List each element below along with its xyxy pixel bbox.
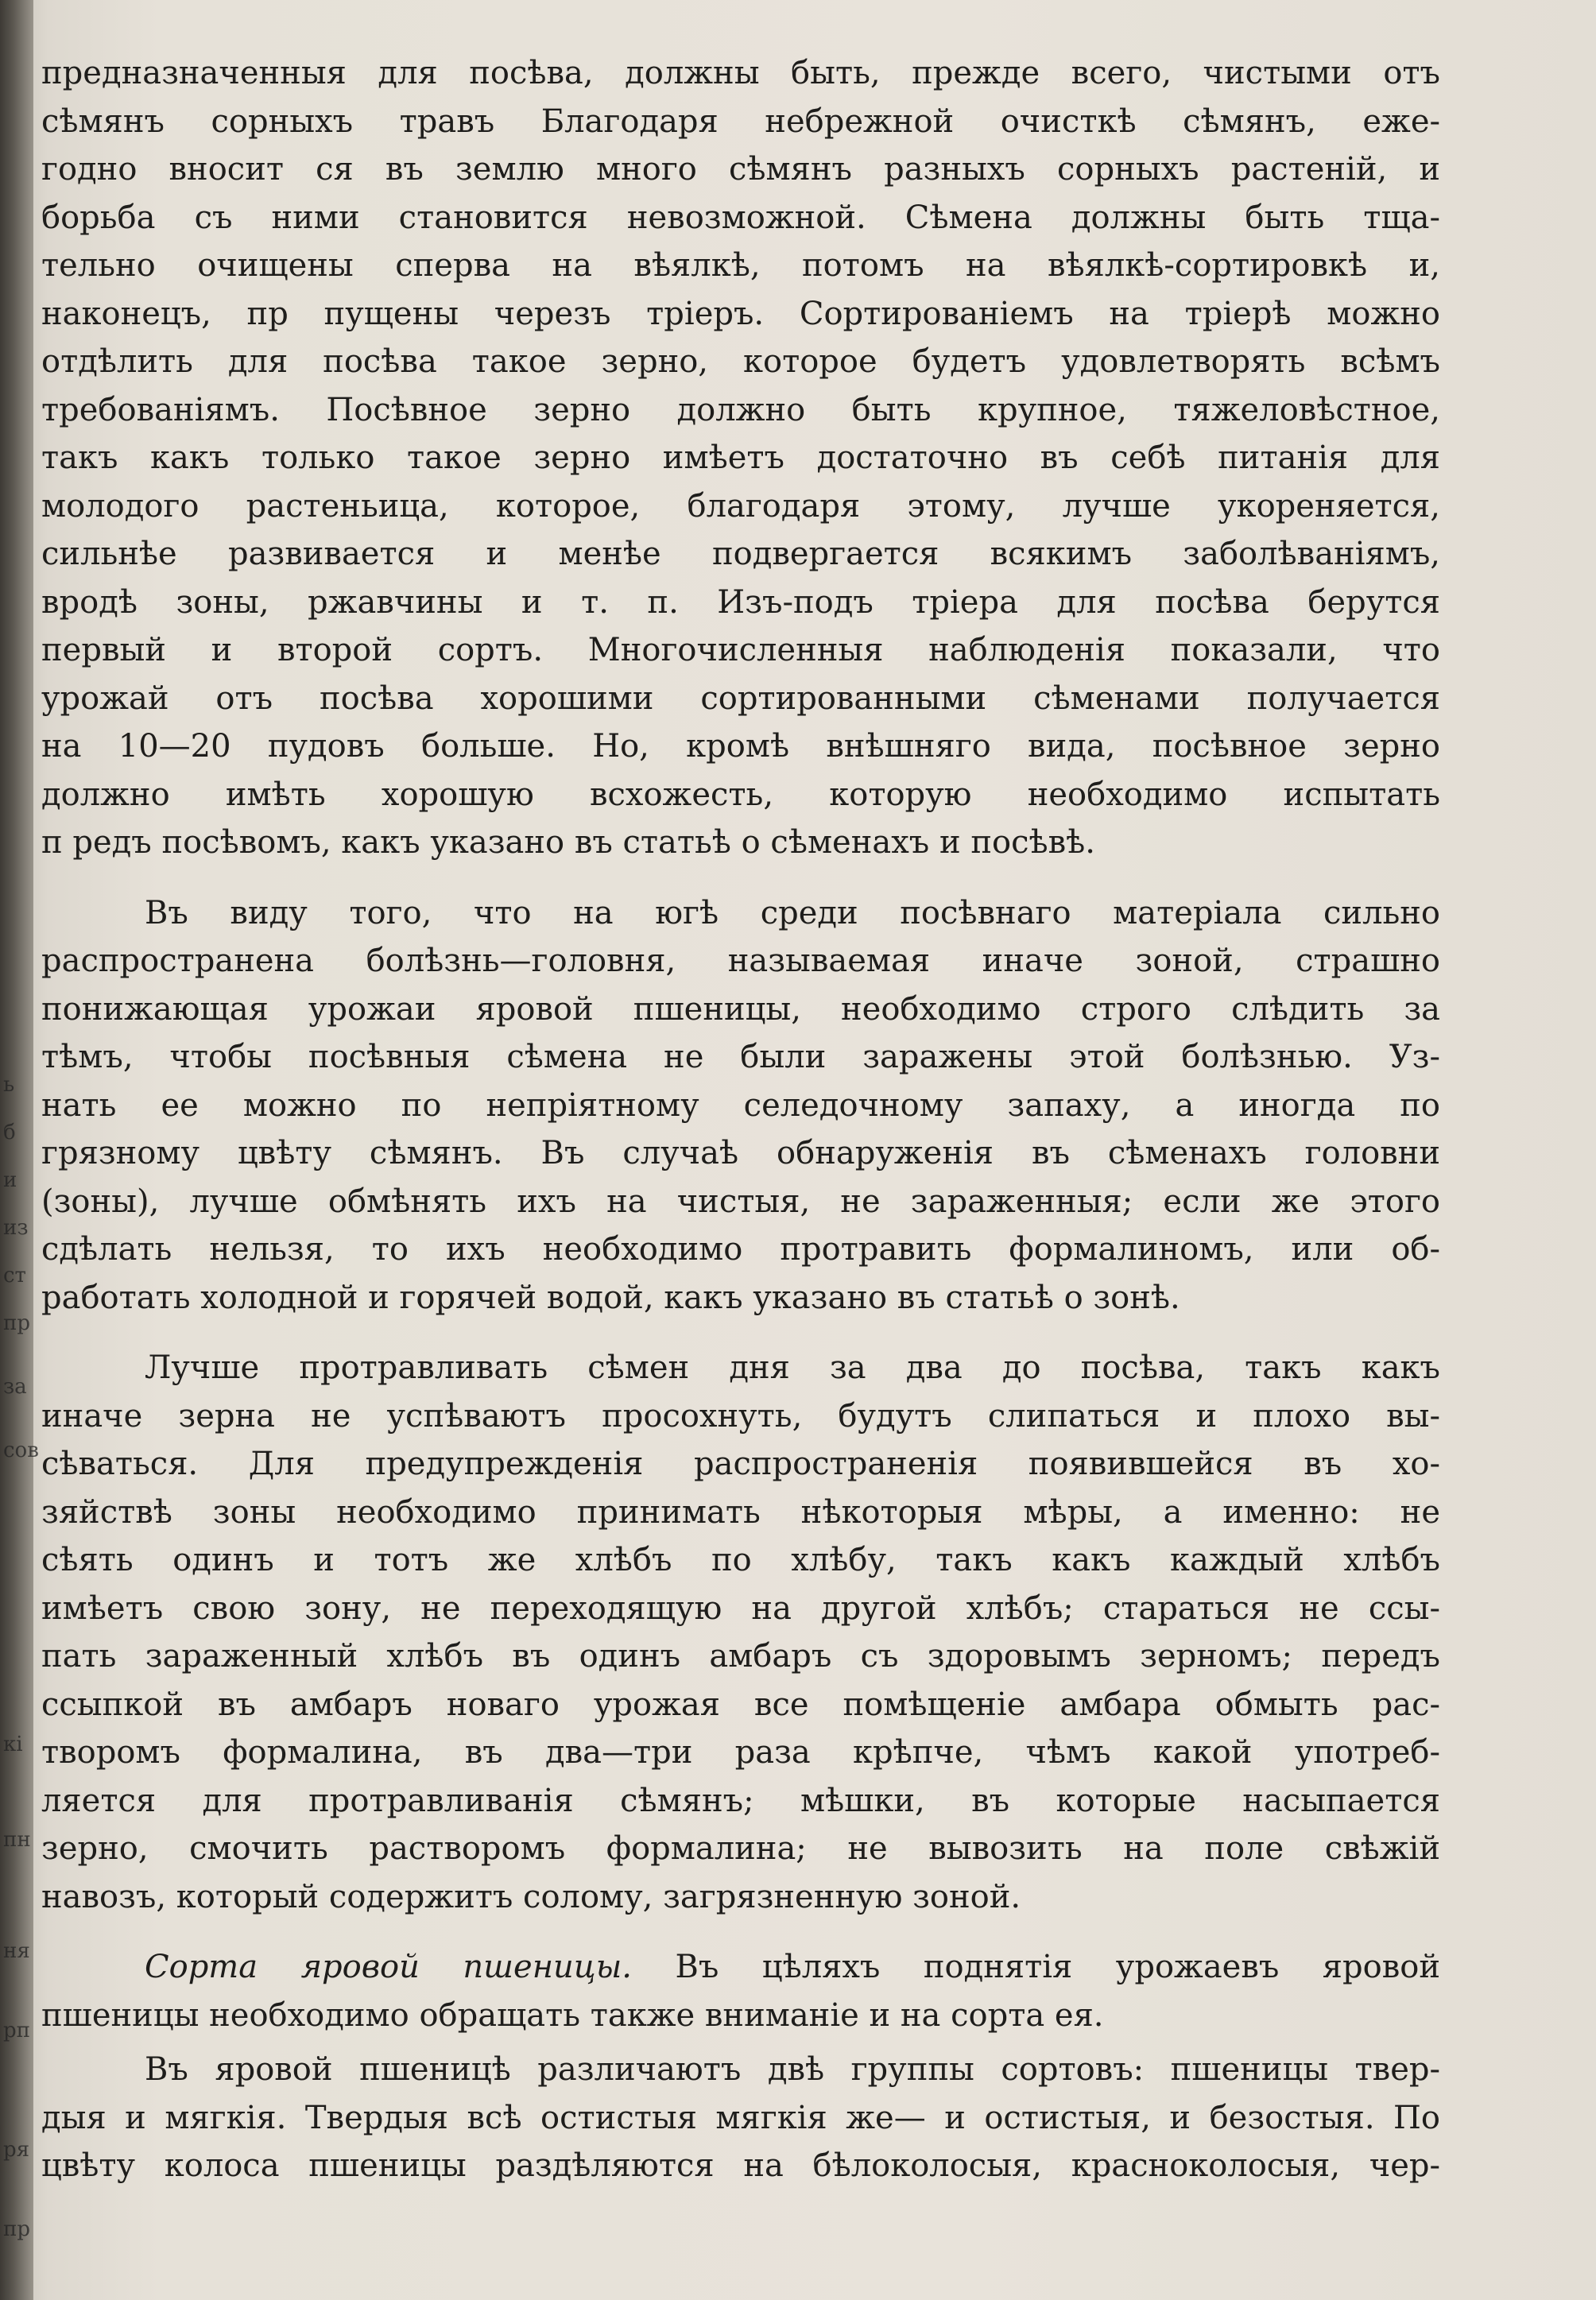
text-line: цвѣту колоса пшеницы раздѣляются на бѣлоколосыя, красноколосыя, чер- bbox=[41, 2147, 1440, 2184]
margin-fragment: пр bbox=[3, 2217, 30, 2241]
body-text bbox=[41, 49, 1440, 2190]
margin-fragment: кі bbox=[3, 1733, 23, 1756]
text-line: должно имѣть хорошую всхожесть, которую необходимо испытать bbox=[41, 776, 1440, 813]
text-line: тельно очищены сперва на вѣялкѣ, потомъ на вѣялкѣ-сортировкѣ и, bbox=[41, 247, 1440, 284]
text-line: сѣваться. Для предупрежденія распространенія появившейся въ хо- bbox=[41, 1446, 1440, 1482]
text-line: ссыпкой въ амбаръ новаго урожая все помѣщеніе амбара обмыть рас- bbox=[41, 1686, 1440, 1723]
text-line: работать холодной и горячей водой, какъ указано въ статьѣ о зонѣ. bbox=[41, 1279, 1180, 1316]
text-line: предназначенныя для посѣва, должны быть, прежде всего, чистыми отъ bbox=[41, 55, 1440, 91]
text-line: такъ какъ только такое зерно имѣетъ достаточно въ себѣ питанія для bbox=[41, 439, 1440, 476]
text-line: сѣять одинъ и тотъ же хлѣбъ по хлѣбу, такъ какъ каждый хлѣбъ bbox=[41, 1542, 1440, 1578]
text-line: пать зараженный хлѣбъ въ одинъ амбаръ съ здоровымъ зерномъ; передъ bbox=[41, 1638, 1440, 1675]
text-line: иначе зерна не успѣваютъ просохнуть, будутъ слипаться и плохо вы- bbox=[41, 1397, 1440, 1435]
paragraph-gap bbox=[41, 1921, 1440, 1943]
text-line: сѣмянъ сорныхъ травъ Благодаря небрежной очисткѣ сѣмянъ, еже- bbox=[41, 103, 1440, 140]
margin-fragment: из bbox=[3, 1216, 29, 1240]
text-line: пшеницы необходимо обращать также вниманіе и на сорта ея. bbox=[41, 1996, 1104, 2034]
text-line: ляется для протравливанія сѣмянъ; мѣшки, въ которые насыпается bbox=[41, 1782, 1440, 1819]
paragraph-wheat-groups bbox=[41, 2046, 1440, 2190]
text-line: наконецъ, пр пущены черезъ тріеръ. Сортированіемъ на тріерѣ можно bbox=[41, 295, 1440, 332]
book-gutter bbox=[0, 0, 39, 2300]
margin-fragment: ря bbox=[3, 2138, 30, 2162]
text-line: творомъ формалина, въ два—три раза крѣпче, чѣмъ какой употреб- bbox=[41, 1734, 1440, 1771]
paragraph-gap bbox=[41, 2039, 1440, 2046]
margin-fragment: и bbox=[3, 1168, 17, 1192]
text-line: борьба съ ними становится невозможной. Сѣмена должны быть тща- bbox=[41, 199, 1440, 236]
text-line: дыя и мягкія. Твердыя всѣ остистыя мягкія же— и остистыя, и безостыя. По bbox=[41, 2099, 1440, 2136]
text-line: Лучше протравливать сѣмен дня за два до посѣва, такъ какъ bbox=[145, 1349, 1440, 1386]
text-line: зерно, смочить растворомъ формалина; не вывозить на поле свѣжій bbox=[41, 1830, 1440, 1867]
margin-fragment: ня bbox=[3, 1939, 30, 1963]
margin-fragment: ь bbox=[3, 1073, 15, 1097]
paragraph-gap bbox=[41, 1322, 1440, 1344]
heading-continuation: Въ цѣляхъ поднятія урожаевъ яровой bbox=[632, 1949, 1440, 1985]
margin-fragment: сов bbox=[3, 1438, 39, 1462]
text-line: п редъ посѣвомъ, какъ указано въ статьѣ о сѣменахъ и посѣвѣ. bbox=[41, 824, 1095, 861]
text-line: урожай отъ посѣва хорошими сортированными сѣменами получается bbox=[41, 680, 1440, 717]
text-line: навозъ, который содержитъ солому, загрязненную зоной. bbox=[41, 1878, 1021, 1915]
paragraph-gap bbox=[41, 867, 1440, 889]
text-line: отдѣлить для посѣва такое зерно, которое будетъ удовлетворять всѣмъ bbox=[41, 343, 1440, 380]
section-heading: Сорта яровой пшеницы. bbox=[145, 1949, 633, 1985]
text-line: сдѣлать нельзя, то ихъ необходимо протравить формалиномъ, или об- bbox=[41, 1231, 1440, 1268]
paragraph-seed-cleaning bbox=[41, 49, 1440, 867]
text-line: нать ее можно по непріятному селедочному запаху, а иногда по bbox=[41, 1086, 1440, 1124]
margin-fragment: пр bbox=[3, 1311, 30, 1335]
text-line: Въ яровой пшеницѣ различаютъ двѣ группы сортовъ: пшеницы твер- bbox=[145, 2051, 1440, 2088]
text-line: требованіямъ. Посѣвное зерно должно быть крупное, тяжеловѣстное, bbox=[41, 391, 1440, 428]
paragraph-treatment bbox=[41, 1344, 1440, 1921]
text-line: на 10—20 пудовъ больше. Но, кромѣ внѣшняго вида, посѣвное зерно bbox=[41, 728, 1440, 765]
text-line: первый и второй сортъ. Многочисленныя наблюденія показали, что bbox=[41, 632, 1440, 668]
paragraph-smut-disease bbox=[41, 889, 1440, 1322]
text-line: понижающая урожаи яровой пшеницы, необходимо строго слѣдить за bbox=[41, 990, 1440, 1028]
paragraph-wheat-varieties bbox=[41, 1943, 1440, 2039]
margin-fragment: б bbox=[3, 1121, 16, 1144]
text-line: распространена болѣзнь—головня, называемая иначе зоной, страшно bbox=[41, 943, 1440, 979]
text-line: сильнѣе развивается и менѣе подвергается всякимъ заболѣваніямъ, bbox=[41, 536, 1440, 572]
text-line: (зоны), лучше обмѣнять ихъ на чистыя, не зараженныя; если же этого bbox=[41, 1183, 1440, 1220]
margin-fragment: рп bbox=[3, 2019, 30, 2043]
text-line: грязному цвѣту сѣмянъ. Въ случаѣ обнаруженія въ сѣменахъ головни bbox=[41, 1135, 1440, 1171]
text-line: тѣмъ, чтобы посѣвныя сѣмена не были заражены этой болѣзнью. Уз- bbox=[41, 1039, 1440, 1075]
margin-fragment: ст bbox=[3, 1264, 26, 1287]
text-line: Въ виду того, что на югѣ среди посѣвнаго матеріала сильно bbox=[145, 894, 1440, 931]
margin-fragment: за bbox=[3, 1375, 27, 1399]
text-line bbox=[41, 1943, 1440, 1992]
text-line: молодого растеньица, которое, благодаря этому, лучше укореняется, bbox=[41, 487, 1440, 525]
text-line: вродѣ зоны, ржавчины и т. п. Изъ-подъ тріера для посѣва берутся bbox=[41, 583, 1440, 621]
text-line: имѣетъ свою зону, не переходящую на другой хлѣбъ; стараться не ссы- bbox=[41, 1589, 1440, 1627]
margin-fragment: пн bbox=[3, 1828, 31, 1852]
text-line: зяйствѣ зоны необходимо принимать нѣкоторыя мѣры, а именно: не bbox=[41, 1493, 1440, 1531]
text-line: годно вносит ся въ землю много сѣмянъ разныхъ сорныхъ растеній, и bbox=[41, 151, 1440, 188]
